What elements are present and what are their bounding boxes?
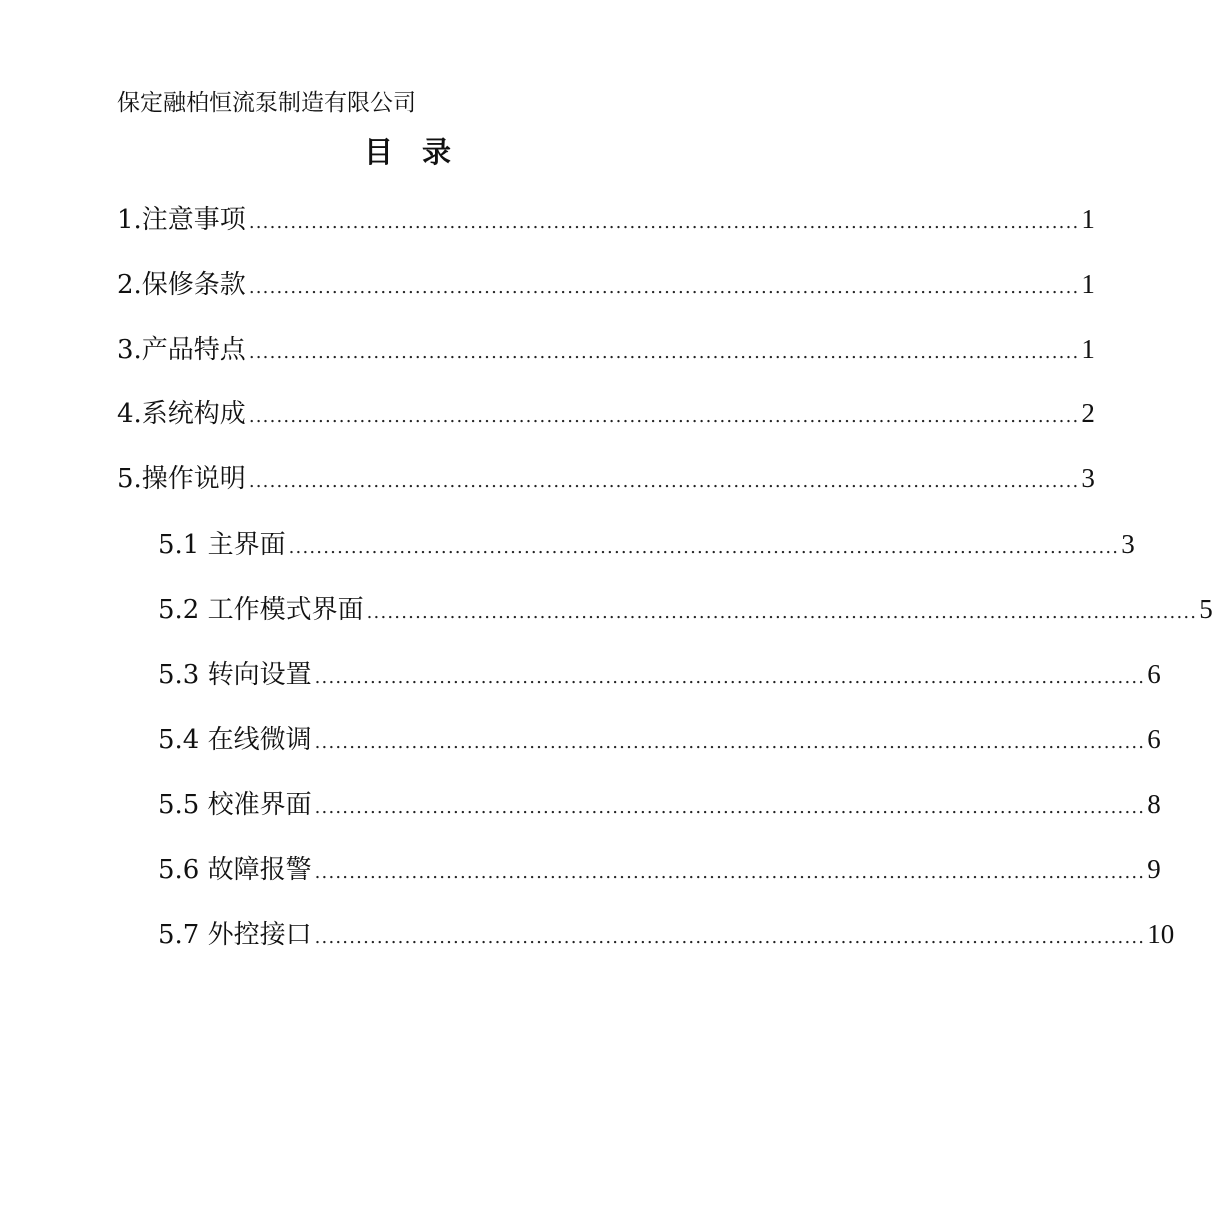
toc-leader-dots: ........................................................................................................................ — [248, 471, 1080, 492]
toc-entry-4[interactable] — [117, 393, 1095, 433]
toc-leader-dots: ........................................................................................................................ — [314, 732, 1146, 753]
toc-entry-page: 1 — [1081, 269, 1095, 299]
toc-entry-5-7[interactable] — [158, 914, 1175, 954]
toc-entry-label: 5.3 转向设置 — [158, 660, 312, 690]
toc-entry-5-4[interactable] — [158, 719, 1161, 759]
toc-entry-1[interactable] — [117, 199, 1095, 239]
company-name: 保定融柏恒流泵制造有限公司 — [117, 90, 416, 116]
toc-entry-label: 5.2 工作模式界面 — [158, 595, 364, 625]
toc-entry-page: 9 — [1147, 854, 1161, 884]
toc-entry-5-6[interactable] — [158, 849, 1161, 889]
toc-entry-label: 1.注意事项 — [117, 205, 246, 235]
toc-entry-page: 3 — [1081, 463, 1095, 493]
toc-entry-5-2[interactable] — [158, 589, 1213, 629]
toc-entry-page: 8 — [1147, 789, 1161, 819]
toc-entry-label: 5.1 主界面 — [158, 530, 286, 560]
toc-entry-label: 5.5 校准界面 — [158, 790, 312, 820]
toc-entry-page: 3 — [1121, 529, 1135, 559]
toc-title: 目 录 — [364, 135, 452, 169]
toc-entry-page: 6 — [1147, 659, 1161, 689]
toc-entry-5-1[interactable] — [158, 524, 1135, 564]
toc-entry-page: 6 — [1147, 724, 1161, 754]
toc-entry-label: 5.4 在线微调 — [158, 725, 312, 755]
toc-entry-page: 1 — [1081, 334, 1095, 364]
toc-entry-5-5[interactable] — [158, 784, 1161, 824]
toc-leader-dots: ........................................................................................................................ — [248, 212, 1080, 233]
toc-entry-page: 1 — [1081, 204, 1095, 234]
toc-entry-label: 5.6 故障报警 — [158, 855, 312, 885]
toc-entry-label: 4.系统构成 — [117, 399, 246, 429]
toc-leader-dots: ........................................................................................................................ — [288, 537, 1120, 558]
toc-entry-page: 10 — [1147, 919, 1175, 949]
toc-leader-dots: ........................................................................................................................ — [314, 667, 1146, 688]
toc-entry-2[interactable] — [117, 264, 1095, 304]
toc-leader-dots: ........................................................................................................................ — [314, 797, 1146, 818]
toc-entry-label: 3.产品特点 — [117, 335, 246, 365]
toc-leader-dots: ........................................................................................................................ — [248, 342, 1080, 363]
toc-entry-label: 2.保修条款 — [117, 270, 246, 300]
toc-entry-page: 2 — [1081, 398, 1095, 428]
toc-leader-dots: ........................................................................................................................ — [366, 602, 1198, 623]
toc-leader-dots: ........................................................................................................................ — [314, 862, 1146, 883]
toc-leader-dots: ........................................................................................................................ — [248, 277, 1080, 298]
toc-entry-3[interactable] — [117, 329, 1095, 369]
toc-leader-dots: ........................................................................................................................ — [314, 927, 1146, 948]
toc-entry-5[interactable] — [117, 458, 1095, 498]
toc-entry-5-3[interactable] — [158, 654, 1161, 694]
toc-entry-page: 5 — [1199, 594, 1213, 624]
toc-leader-dots: ........................................................................................................................ — [248, 406, 1080, 427]
toc-entry-label: 5.操作说明 — [117, 464, 246, 494]
toc-entry-label: 5.7 外控接口 — [158, 920, 312, 950]
